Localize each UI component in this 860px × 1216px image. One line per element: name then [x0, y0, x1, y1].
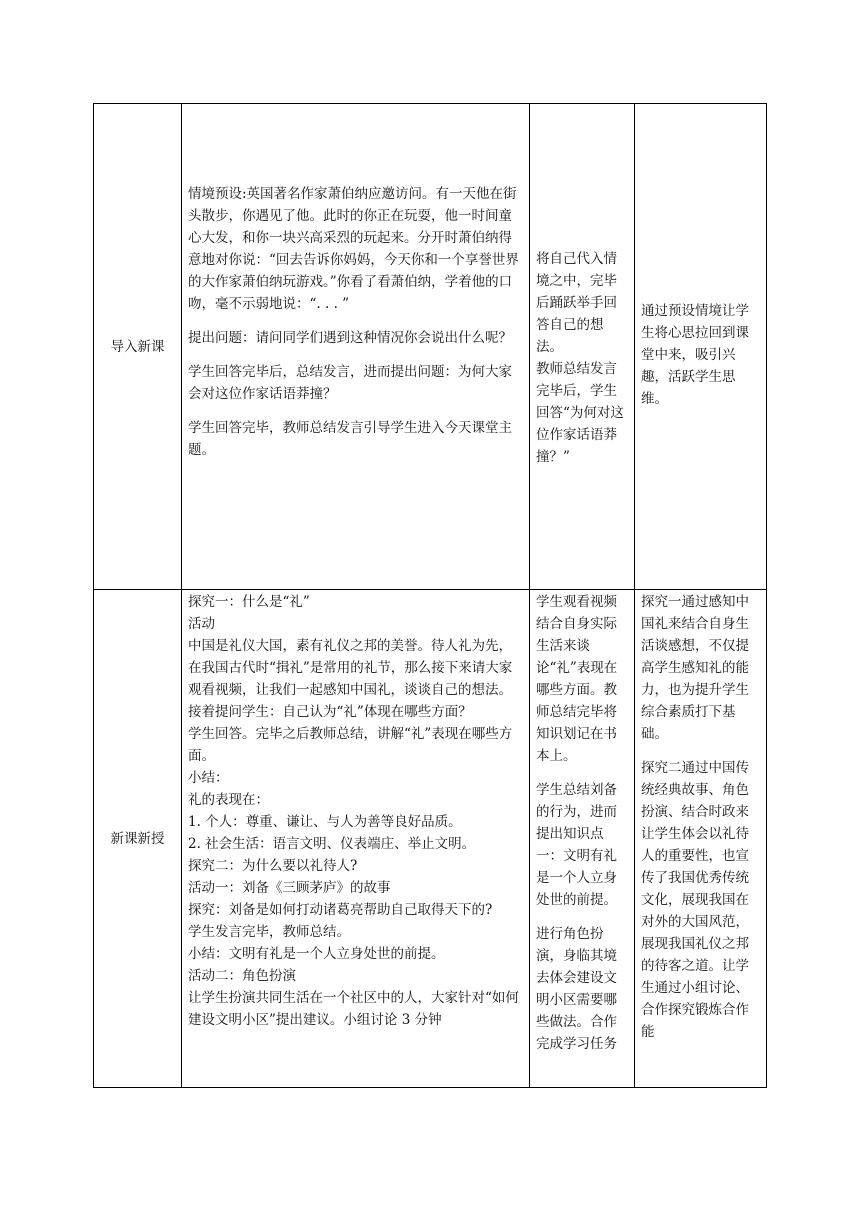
lesson-plan-table: [93, 103, 767, 1088]
teacher-text: 活动二：角色扮演: [188, 968, 296, 984]
teacher-text: 情境预设:英国著名作家萧伯纳应邀访问。有一天他在街头散步，你遇见了他。此时的你正在玩耍，他一时间童心大发，和你一块兴高采烈的玩起来。分开时萧伯纳得意地对你说：“回去告诉你妈妈，今天你和一个享誉世界的大作家萧伯纳玩游戏。”你看了看萧伯纳，学着他的口吻，毫不示弱地说：“. . . ”: [188, 186, 519, 312]
teacher-text: 活动一：刘备《三顾茅庐》的故事: [188, 880, 391, 896]
design-intent-cell: [635, 590, 767, 1088]
teacher-text: 学生回答完毕后，总结发言，进而提出问题：为何大家会对这位作家话语莽撞？: [188, 364, 512, 402]
teacher-text: 接着提问学生：自己认为“礼”体现在哪些方面？: [188, 704, 472, 720]
student-activity-cell: [530, 104, 635, 590]
intent-text: 通过预设情境让学生将心思拉回到课堂中来，吸引兴趣，活跃学生思维。: [641, 303, 749, 407]
stage-cell: [94, 104, 182, 590]
teacher-text: 活动: [188, 616, 215, 632]
teacher-text: 中国是礼仪大国，素有礼仪之邦的美誉。待人礼为先，在我国古代时“揖礼”是常用的礼节，那么接下来请大家观看视频，让我们一起感知中国礼，谈谈自己的想法。: [188, 638, 513, 698]
teacher-text: 学生回答完毕，教师总结发言引导学生进入今天课堂主题。: [188, 420, 512, 458]
intent-text: 探究二通过中国传统经典故事、角色扮演、结合时政来让学生体会以礼待人的重要性，也宣传了我国优秀传统文化，展现我国在对外的大国风范，展现我国礼仪之邦的待客之道。让学生通过小组讨论、合作探究锻炼合作能: [641, 760, 749, 1040]
stage-cell: [94, 590, 182, 1088]
student-text: 学生总结刘备的行为，进而提出知识点一：文明有礼是一个人立身处世的前提。: [536, 782, 617, 908]
teacher-text: 探究：刘备是如何打动诸葛亮帮助自己取得天下的?: [188, 902, 493, 918]
teacher-text: 小结：: [188, 770, 229, 786]
table-row: [94, 104, 767, 590]
teacher-text: 小结：文明有礼是一个人立身处世的前提。: [188, 946, 445, 962]
intent-text: 探究一通过感知中国礼来结合自身生活谈感想，不仅提高学生感知礼的能力，也为提升学生综合素质打下基础。: [641, 594, 749, 742]
student-text: 教师总结发言完毕后，学生回答“为何对这位作家话语莽撞？”: [536, 361, 624, 465]
teacher-text: 探究一：什么是“礼”: [188, 594, 310, 610]
teacher-text: 礼的表现在：: [188, 792, 269, 808]
teacher-text: 2. 社会生活：语言文明、仪表端庄、举止文明。: [188, 836, 476, 852]
student-text: 进行角色扮演，身临其境去体会建设文明小区需要哪些做法。合作完成学习任务: [536, 926, 617, 1052]
teacher-text: 1. 个人：尊重、谦让、与人为善等良好品质。: [188, 814, 462, 830]
teacher-text: 学生发言完毕，教师总结。: [188, 924, 350, 940]
table-row: [94, 590, 767, 1088]
student-text: 学生观看视频结合自身实际生活来谈论“礼”表现在哪些方面。教师总结完毕将知识划记在书本上。: [536, 594, 618, 764]
student-activity-cell: [530, 590, 635, 1088]
student-text: 将自己代入情境之中，完毕后踊跃举手回答自己的想法。: [536, 251, 617, 355]
teacher-activity-cell: [182, 104, 530, 590]
stage-label: 导入新课: [110, 338, 165, 355]
teacher-activity-cell: [182, 590, 530, 1088]
teacher-text: 探究二：为什么要以礼待人?: [188, 858, 358, 874]
design-intent-cell: [635, 104, 767, 590]
stage-label: 新课新授: [110, 830, 165, 847]
teacher-text: 学生回答。完毕之后教师总结，讲解“礼”表现在哪些方面。: [188, 726, 513, 764]
teacher-text: 让学生扮演共同生活在一个社区中的人，大家针对“如何建设文明小区”提出建议。小组讨论 3 分钟: [188, 990, 519, 1028]
teacher-text: 提出问题：请问同学们遇到这种情况你会说出什么呢？: [188, 330, 512, 346]
